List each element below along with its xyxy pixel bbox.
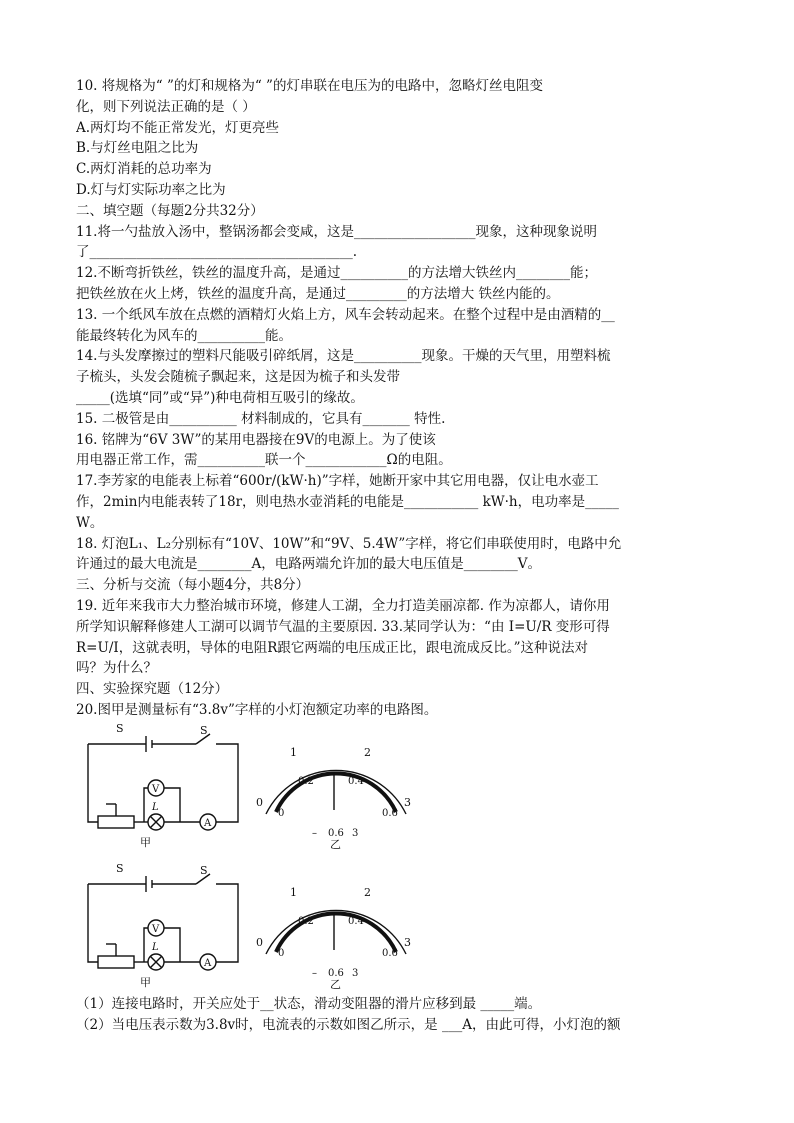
tick-outer-0: 0	[256, 796, 263, 809]
tick-inner-0: 0	[278, 808, 285, 819]
lamp-label-2: L	[152, 942, 159, 953]
terminal-3-2: 3	[352, 968, 359, 979]
switch-label-top: S	[116, 722, 124, 735]
terminal-3: 3	[352, 828, 359, 839]
ammeter-label: A	[204, 818, 212, 829]
tick-outer-0-b: 0	[256, 936, 263, 949]
text-line: 20.图甲是测量标有“3.8v”字样的小灯泡额定功率的电路图。	[76, 702, 438, 718]
tick-inner-1-b: 0.2	[298, 916, 314, 927]
text-line: B.与灯丝电阻之比为	[76, 140, 199, 157]
tick-outer-3-b: 3	[404, 936, 411, 949]
tick-outer-2: 2	[364, 746, 371, 759]
tick-inner-3: 0.6	[382, 808, 398, 819]
text-line: 吗？为什么？	[76, 660, 157, 677]
text-line: 所学知识解释修建人工湖可以调节气温的主要原因. 33.某同学认为：“由 I=U/R 变形可得	[76, 618, 610, 635]
text-line: 17.李芳家的电能表上标着“600r/(kW·h)”字样，她断开家中其它用电器，仅让电水壶工	[76, 473, 599, 490]
text-line: 14.与头发摩擦过的塑料尺能吸引碎纸屑，这是__________现象。干燥的天气里，用塑料梳	[76, 348, 611, 365]
text-line: 化，则下列说法正确的是（ ）	[76, 98, 256, 115]
circuit-diagram	[88, 722, 238, 849]
tick-inner-2: 0.4	[348, 776, 364, 787]
tick-outer-1-b: 1	[290, 886, 297, 899]
text-line: 16. 铭牌为“6V 3W”的某用电器接在9V的电源上。为了使该	[76, 431, 436, 448]
text-line: 二、填空题（每题2分共32分）	[76, 202, 264, 219]
text-line: 18. 灯泡L₁、L₂分别标有“10V、10W”和“9V、5.4W”字样，将它们串联使用时，电路中允	[76, 535, 622, 552]
caption-yi: 乙	[330, 838, 341, 850]
text-line: _____(选填“同”或“异”)种电荷相互吸引的缘故。	[76, 390, 364, 406]
text-line: 13. 一个纸风车放在点燃的酒精灯火焰上方，风车会转动起来。在整个过程中是由酒精的__	[76, 306, 615, 323]
tick-inner-0-b: 0	[278, 948, 285, 959]
sub-question-line: （1）连接电路时，开关应处于__状态，滑动变阻器的滑片应移到最 _____端。	[76, 996, 542, 1012]
tick-outer-2-b: 2	[364, 886, 371, 899]
text-line: 了_______________________________________.	[76, 244, 358, 261]
tick-inner-2-b: 0.4	[348, 916, 364, 927]
text-line: R=U/I，这就表明，导体的电阻R跟它两端的电压成正比，跟电流成反比。”这种说法对	[76, 639, 589, 656]
terminal-neg-2: –	[312, 968, 317, 979]
text-line: 用电器正常工作，需__________联一个____________Ω的电阻。	[76, 452, 452, 469]
text-line: 作，2min内电能表转了18r，则电热水壶消耗的电能是___________ kW·h，电功率是_____	[76, 494, 619, 510]
switch-label-top-2: S	[116, 862, 124, 875]
voltmeter-label-2: V	[152, 924, 160, 935]
text-line: 12.不断弯折铁丝，铁丝的温度升高，是通过__________的方法增大铁丝内________能；	[76, 265, 597, 282]
text-line: A.两灯均不能正常发光，灯更亮些	[76, 119, 280, 136]
switch-label: S	[200, 724, 208, 737]
text-line: 10. 将规格为“ ”的灯和规格为“ ”的灯串联在电压为的电路中，忽略灯丝电阻变	[76, 78, 543, 94]
ammeter-dial	[256, 746, 411, 850]
tick-inner-1: 0.2	[298, 776, 314, 787]
text-line: 11.将一勺盐放入汤中，整锅汤都会变咸，这是__________________现象，这种现象说明	[76, 223, 597, 240]
terminal-neg: –	[312, 828, 317, 839]
tick-outer-3: 3	[404, 796, 411, 809]
caption-yi-2: 乙	[330, 978, 341, 990]
circuit-figure-2	[76, 862, 436, 990]
terminal-06-2: 0.6	[328, 968, 344, 979]
text-line: 三、分析与交流（每小题4分，共8分）	[76, 577, 310, 594]
voltmeter-label: V	[152, 784, 160, 795]
circuit-figure-1	[76, 722, 436, 850]
tick-outer-1: 1	[290, 746, 297, 759]
ammeter-label-2: A	[204, 958, 212, 969]
switch-label-2: S	[200, 864, 208, 877]
caption-jia: 甲	[140, 836, 151, 849]
text-line: 四、实验探究题（12分）	[76, 681, 229, 698]
tick-inner-3-b: 0.6	[382, 948, 398, 959]
text-line: 子梳头，头发会随梳子飘起来，这是因为梳子和头发带	[76, 369, 400, 386]
terminal-06: 0.6	[328, 828, 344, 839]
circuit-diagram-2	[88, 862, 238, 989]
ammeter-dial-2	[256, 886, 411, 990]
text-line: 把铁丝放在火上烤，铁丝的温度升高，是通过_________的方法增大 铁丝内能的。	[76, 286, 560, 302]
text-line: 能最终转化为风车的__________能。	[76, 327, 292, 344]
text-line: C.两灯消耗的总功率为	[76, 161, 212, 178]
sub-question-line: （2）当电压表示数为3.8v时，电流表的示数如图乙所示，是 ___A，由此可得，小灯泡的额	[76, 1017, 621, 1033]
lamp-label: L	[152, 802, 159, 813]
text-line: 19. 近年来我市大力整治城市环境，修建人工湖，全力打造美丽凉都. 作为凉都人，请你用	[76, 598, 610, 614]
text-line: W。	[76, 514, 104, 531]
caption-jia-2: 甲	[140, 976, 151, 989]
text-line: 许通过的最大电流是________A，电路两端允许加的最大电压值是________V。	[76, 556, 541, 573]
text-line: D.灯与灯实际功率之比为	[76, 182, 226, 198]
text-line: 15. 二极管是由__________ 材料制成的，它具有_______ 特性.	[76, 410, 446, 427]
